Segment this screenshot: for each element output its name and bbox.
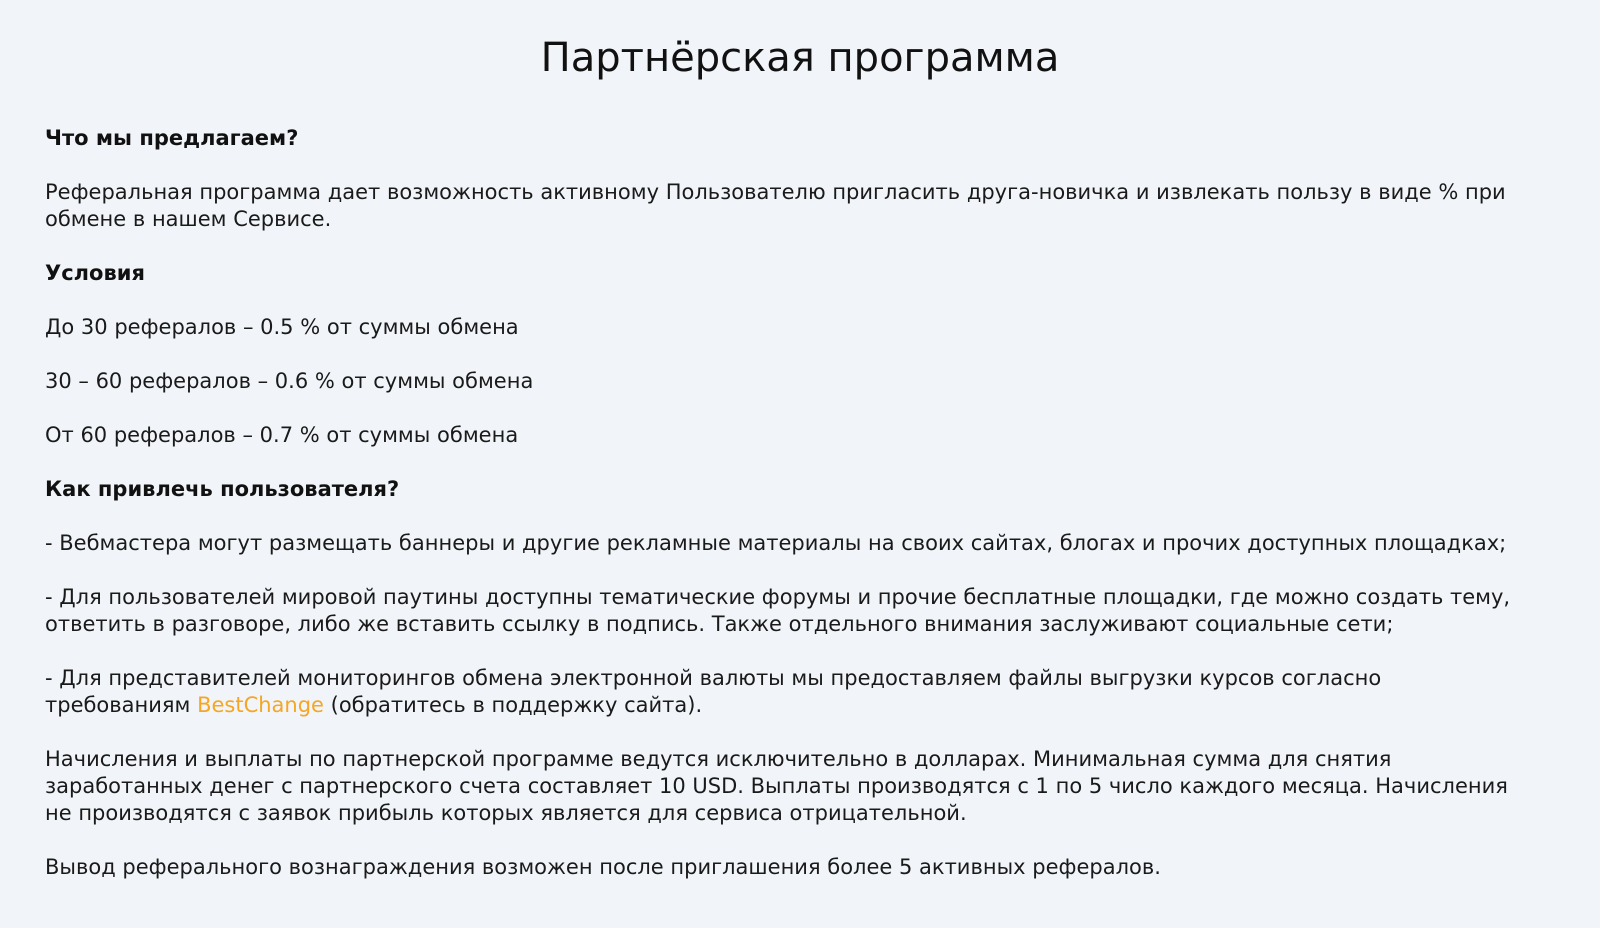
offer-heading: Что мы предлагаем? — [45, 126, 299, 150]
conditions-heading: Условия — [45, 261, 145, 285]
bestchange-link[interactable]: BestChange — [197, 693, 324, 717]
offer-text: Реферальная программа дает возможность активному Пользователю пригласить друга-новичка и извлекать пользу в виде % при обмене в нашем Сервисе. — [45, 180, 1506, 231]
payouts-text: Начисления и выплаты по партнерской программе ведутся исключительно в долларах. Минимальная сумма для снятия заработанных денег с партнерского счета составляет 10 USD. Выплаты производятся с 1 по 5 число каждого месяца. Начисления не производятся с заявок прибыль которых является для сервиса отрицательной. — [45, 747, 1508, 825]
condition-item: До 30 рефералов – 0.5 % от суммы обмена — [45, 315, 519, 339]
condition-item: От 60 рефералов – 0.7 % от суммы обмена — [45, 423, 519, 447]
monitoring-text-after: (обратитесь в поддержку сайта). — [323, 693, 703, 717]
condition-item: 30 – 60 рефералов – 0.6 % от суммы обмена — [45, 369, 534, 393]
page-title: Партнёрская программа — [540, 35, 1060, 81]
attract-heading: Как привлечь пользователя? — [45, 477, 400, 501]
content-body — [45, 125, 1525, 908]
monitoring-text-before: - Для представителей мониторингов обмена электронной валюты мы предоставляем файлы выгрузки курсов согласно требованиям — [45, 666, 1382, 717]
attract-item-webmasters: - Вебмастера могут размещать баннеры и другие рекламные материалы на своих сайтах, блогах и прочих доступных площадках; — [45, 531, 1507, 555]
attract-item-forums: - Для пользователей мировой паутины доступны тематические форумы и прочие бесплатные площадки, где можно создать тему, ответить в разговоре, либо же вставить ссылку в подпись. Также отдельного внимания заслуживают социальные сети; — [45, 585, 1511, 636]
withdrawal-text: Вывод реферального вознаграждения возможен после приглашения более 5 активных рефералов. — [45, 855, 1161, 879]
attract-item-monitoring — [45, 665, 1525, 719]
